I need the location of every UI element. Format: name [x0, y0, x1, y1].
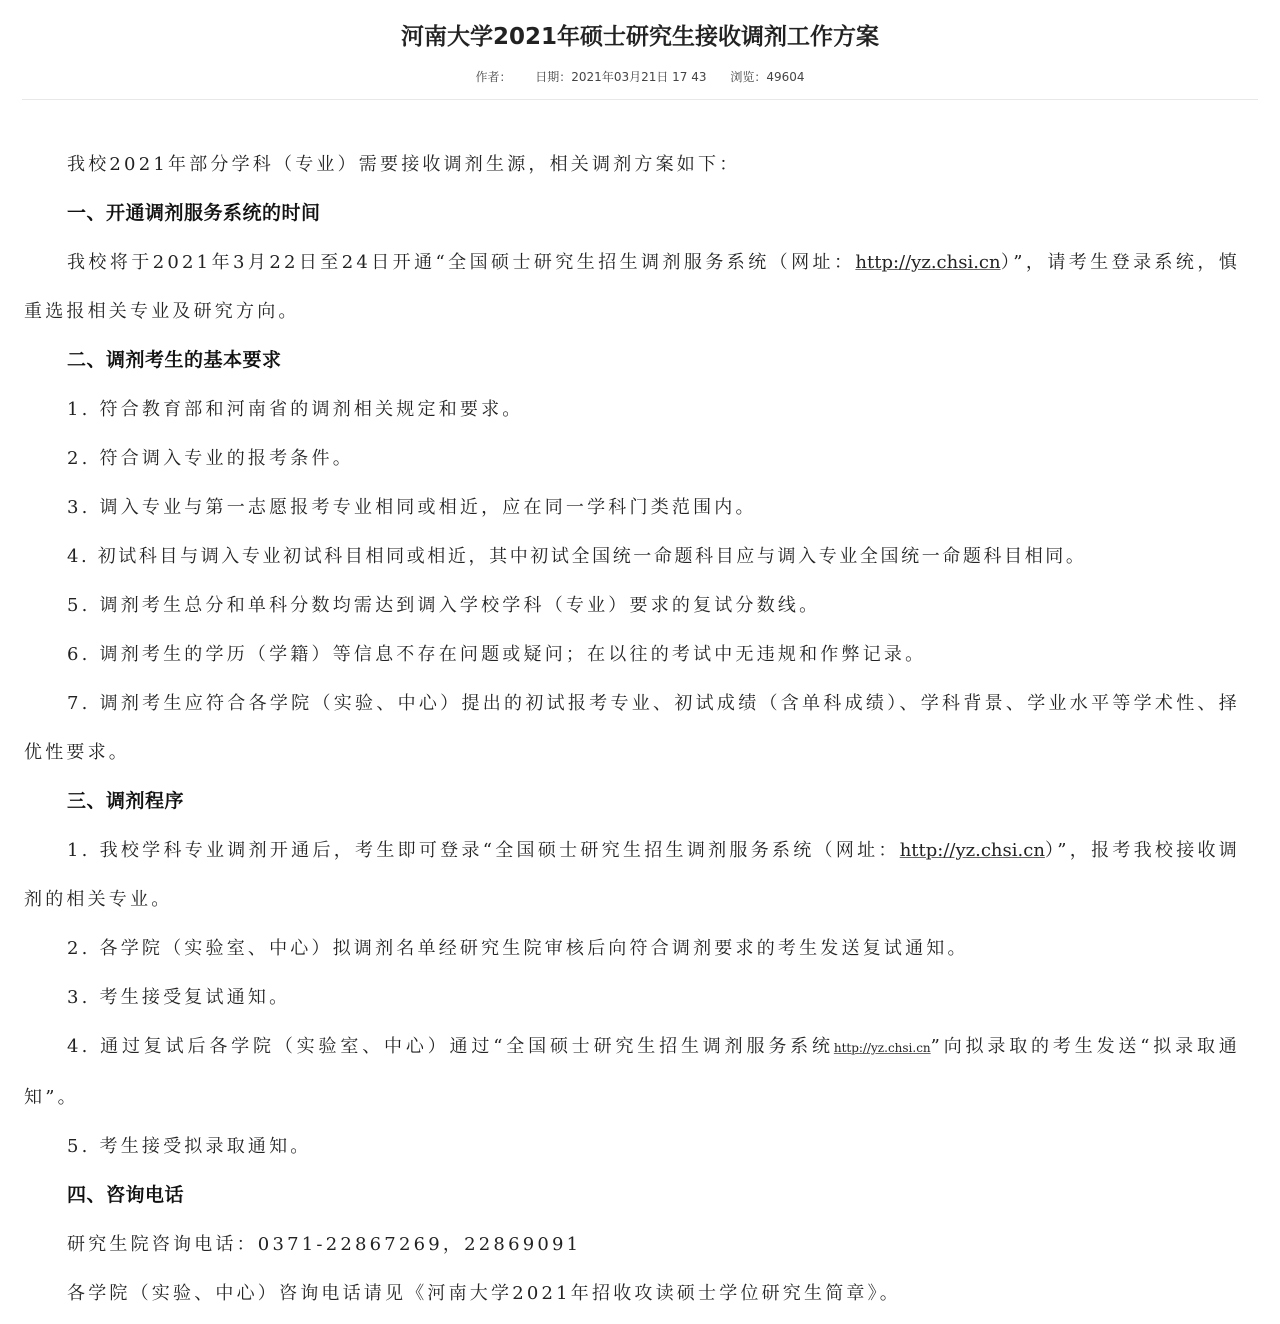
text: 1. 我校学科专业调剂开通后，考生即可登录“全国硕士研究生招生调剂服务系统（网址：: [67, 840, 900, 861]
view-count: 浏览：49604: [730, 70, 805, 84]
section-heading: 一、开通调剂服务系统的时间: [67, 202, 321, 224]
list-item: 5. 考生接受拟录取通知。: [67, 1136, 312, 1157]
contact-phone: 研究生院咨询电话：0371-22867269，22869091: [67, 1234, 582, 1255]
list-item: 6. 调剂考生的学历（学籍）等信息不存在问题或疑问；在以往的考试中无违规和作弊记录。: [67, 644, 927, 665]
list-item: [24, 1022, 1240, 1122]
contact-note: 各学院（实验、中心）咨询电话请见《河南大学2021年招收攻读硕士学位研究生简章》。: [67, 1283, 902, 1304]
intro: 我校2021年部分学科（专业）需要接收调剂生源，相关调剂方案如下：: [67, 154, 741, 175]
text: 4. 通过复试后各学院（实验室、中心）通过“全国硕士研究生招生调剂服务系统: [67, 1036, 834, 1057]
list-item: 1. 符合教育部和河南省的调剂相关规定和要求。: [67, 399, 524, 420]
article-body: [0, 100, 1280, 1318]
list-item: 2. 符合调入专业的报考条件。: [67, 448, 354, 469]
list-item: 2. 各学院（实验室、中心）拟调剂名单经研究生院审核后向符合调剂要求的考生发送复试通知。: [67, 938, 969, 959]
list-item: 5. 调剂考生总分和单科分数均需达到调入学校学科（专业）要求的复试分数线。: [67, 595, 821, 616]
section-heading: 二、调剂考生的基本要求: [67, 349, 282, 371]
text: ）”，报考我校接收调剂的相关专业。: [24, 840, 1240, 910]
text: ”向拟录取的考生发送“拟录取通知”。: [24, 1036, 1240, 1108]
list-item: 3. 调入专业与第一志愿报考专业相同或相近，应在同一学科门类范围内。: [67, 497, 757, 518]
chsi-link[interactable]: http://yz.chsi.cn: [833, 1041, 931, 1055]
list-item: 7. 调剂考生应符合各学院（实验、中心）提出的初试报考专业、初试成绩（含单科成绩）、学科背景、学业水平等学术性、择优性要求。: [24, 693, 1240, 763]
article-header: [0, 0, 1280, 85]
article-meta: [0, 68, 1280, 85]
publish-date: 日期：2021年03月21日 17 43: [535, 70, 707, 84]
author: 作者：: [475, 70, 512, 84]
list-item: 4. 初试科目与调入专业初试科目相同或相近，其中初试全国统一命题科目应与调入专业全国统一命题科目相同。: [67, 546, 1087, 567]
chsi-link[interactable]: http://yz.chsi.cn: [855, 252, 1001, 273]
paragraph: [24, 238, 1240, 336]
section-heading: 三、调剂程序: [67, 790, 185, 812]
chsi-link[interactable]: http://yz.chsi.cn: [899, 840, 1045, 861]
section-heading: 四、咨询电话: [67, 1184, 185, 1206]
text: 我校将于2021年3月22日至24日开通“全国硕士研究生招生调剂服务系统（网址：: [67, 252, 856, 273]
list-item: 3. 考生接受复试通知。: [67, 987, 291, 1008]
page-title: 河南大学2021年硕士研究生接收调剂工作方案: [400, 24, 879, 50]
list-item: [24, 826, 1240, 924]
text: ）”，请考生登录系统，慎重选报相关专业及研究方向。: [24, 252, 1240, 322]
